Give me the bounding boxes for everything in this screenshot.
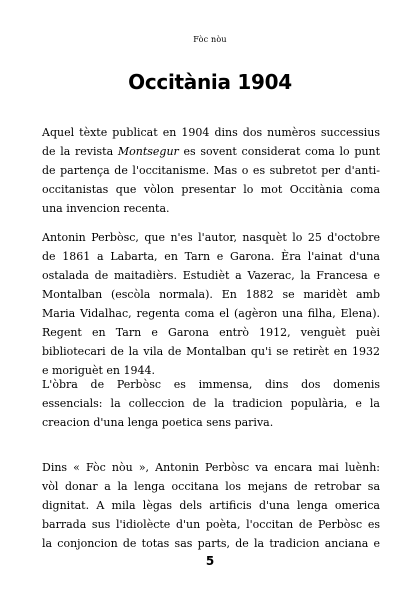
text-line: Dins « Fòc nòu », Antonin Perbòsc va encara mai luènh: [42,461,380,474]
text-line: bibliotecari de la vila de Montalban qu'i se retirèt en 1932 [42,345,380,358]
text-line: Aquel tèxte publicat en 1904 dins dos numèros successius [42,126,380,139]
journal-title: Montsegur [117,145,179,158]
paragraph-2 [42,228,380,380]
text-line: Maria Vidalhac, regenta coma el (agèron una filha, Elena). [42,307,380,320]
page-title: Occitània 1904 [128,70,292,94]
text-line: vòl donar a la lenga occitana los mejans de retrobar sa [42,480,380,493]
paragraph-4 [42,458,380,553]
text-line: de partença de l'occitanisme. Mas o es subretot per d'anti- [42,164,380,177]
text-line: barrada sus l'idiolècte d'un poèta, l'occitan de Perbòsc es [42,518,380,531]
text-line [42,142,380,161]
paragraph-3 [42,375,380,432]
text-line: creacion d'una lenga poetica sens pariva. [42,416,274,429]
text-line: essencials: la colleccion de la tradicion populària, e la [42,397,380,410]
text-line: una invencion recenta. [42,202,170,215]
text-line: Antonin Perbòsc, que n'es l'autor, nasquèt lo 25 d'octobre [42,231,380,244]
text-line: de 1861 a Labarta, en Tarn e Garona. Èra l'ainat d'una [42,250,380,263]
text-line: occitanistas que vòlon presentar lo mot Occitània coma [42,183,380,196]
page-number: 5 [205,554,215,568]
text-line: dignitat. A mila lègas dels artificis d'una lenga omerica [42,499,380,512]
text-line: Regent en Tarn e Garona entrò 1912, venguèt puèi [42,326,380,339]
text-run: es sovent considerat coma lo punt [178,145,380,158]
text-line: e moriguèt en 1944. [42,364,155,377]
text-line: Montalban (escòla normala). En 1882 se maridèt amb [42,288,380,301]
paragraph-1 [42,123,380,218]
text-run: de la revista [42,145,118,158]
text-line: L'òbra de Perbòsc es immensa, dins dos domenis [42,378,380,391]
text-line: ostalada de maitadièrs. Estudièt a Vazerac, la Francesa e [42,269,380,282]
text-line: la conjoncion de totas sas parts, de la tradicion anciana e [42,537,380,550]
running-header: Fòc nòu [193,35,227,44]
